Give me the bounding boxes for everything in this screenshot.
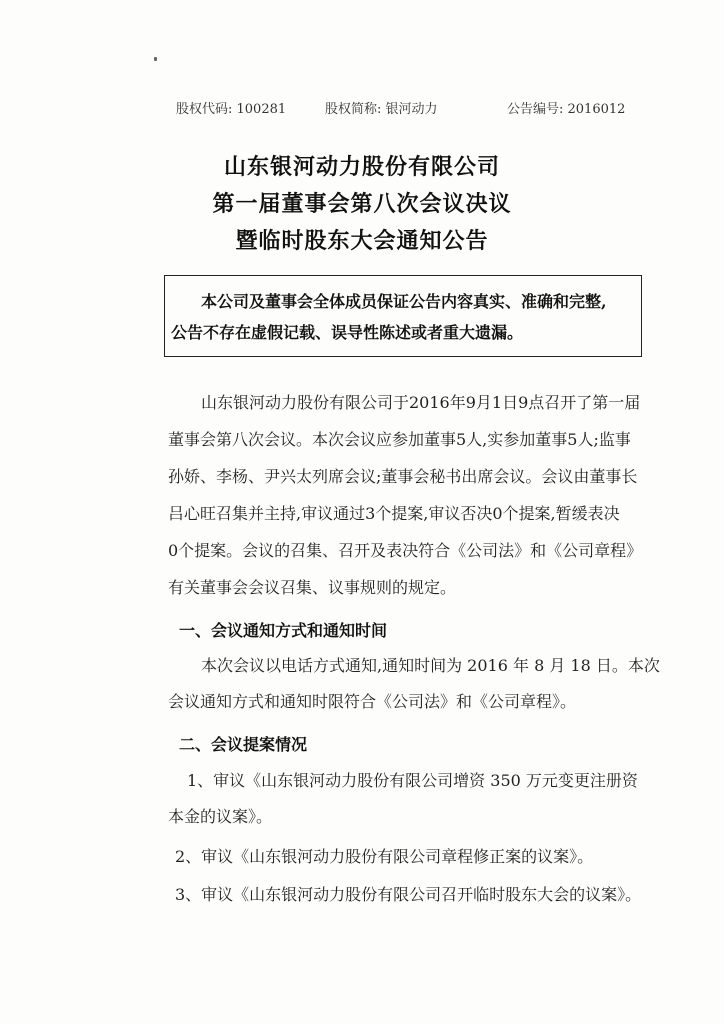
stock-code: 股权代码: 100281 (176, 102, 287, 117)
proposal-item: 2、审议《山东银河动力股份有限公司章程修正案的议案》。 (175, 847, 594, 866)
title-company: 山东银河动力股份有限公司 (223, 154, 500, 180)
scan-speck (154, 57, 157, 61)
section-heading-notification: 一、会议通知方式和通知时间 (179, 621, 388, 640)
disclaimer-box (164, 275, 642, 357)
stock-abbreviation: 股权简称: 银河动力 (325, 102, 438, 117)
proposal-item: 3、审议《山东银河动力股份有限公司召开临时股东大会的议案》。 (175, 885, 642, 904)
paragraph-line: 吕心旺召集并主持,审议通过3个提案,审议否决0个提案,暂缓表决 (168, 504, 620, 523)
section-heading-proposals: 二、会议提案情况 (179, 735, 308, 754)
proposal-item: 1、审议《山东银河动力股份有限公司增资 350 万元变更注册资 (187, 771, 638, 790)
paragraph-line: 董事会第八次会议。本次会议应参加董事5人,实参加董事5人;监事 (168, 430, 631, 449)
paragraph-line: 会议通知方式和通知时限符合《公司法》和《公司章程》。 (168, 692, 577, 711)
paragraph-line: 山东银河动力股份有限公司于2016年9月1日9点召开了第一届 (201, 393, 641, 412)
title-notice: 暨临时股东大会通知公告 (235, 228, 489, 254)
paragraph-line: 有关董事会会议召集、议事规则的规定。 (168, 578, 457, 597)
title-meeting: 第一届董事会第八次会议决议 (212, 191, 512, 217)
paragraph-line: 本次会议以电话方式通知,通知时间为 2016 年 8 月 18 日。本次 (201, 656, 660, 675)
paragraph-line: 孙娇、李杨、尹兴太列席会议;董事会秘书出席会议。会议由董事长 (168, 467, 638, 486)
paragraph-line: 0个提案。会议的召集、召开及表决符合《公司法》和《公司章程》 (168, 541, 643, 560)
disclaimer-line: 公告不存在虚假记载、误导性陈述或者重大遗漏。 (171, 323, 524, 342)
disclaimer-line: 本公司及董事会全体成员保证公告内容真实、准确和完整, (201, 292, 607, 311)
notice-number: 公告编号: 2016012 (507, 102, 626, 117)
proposal-item-continuation: 本金的议案》。 (168, 807, 273, 826)
